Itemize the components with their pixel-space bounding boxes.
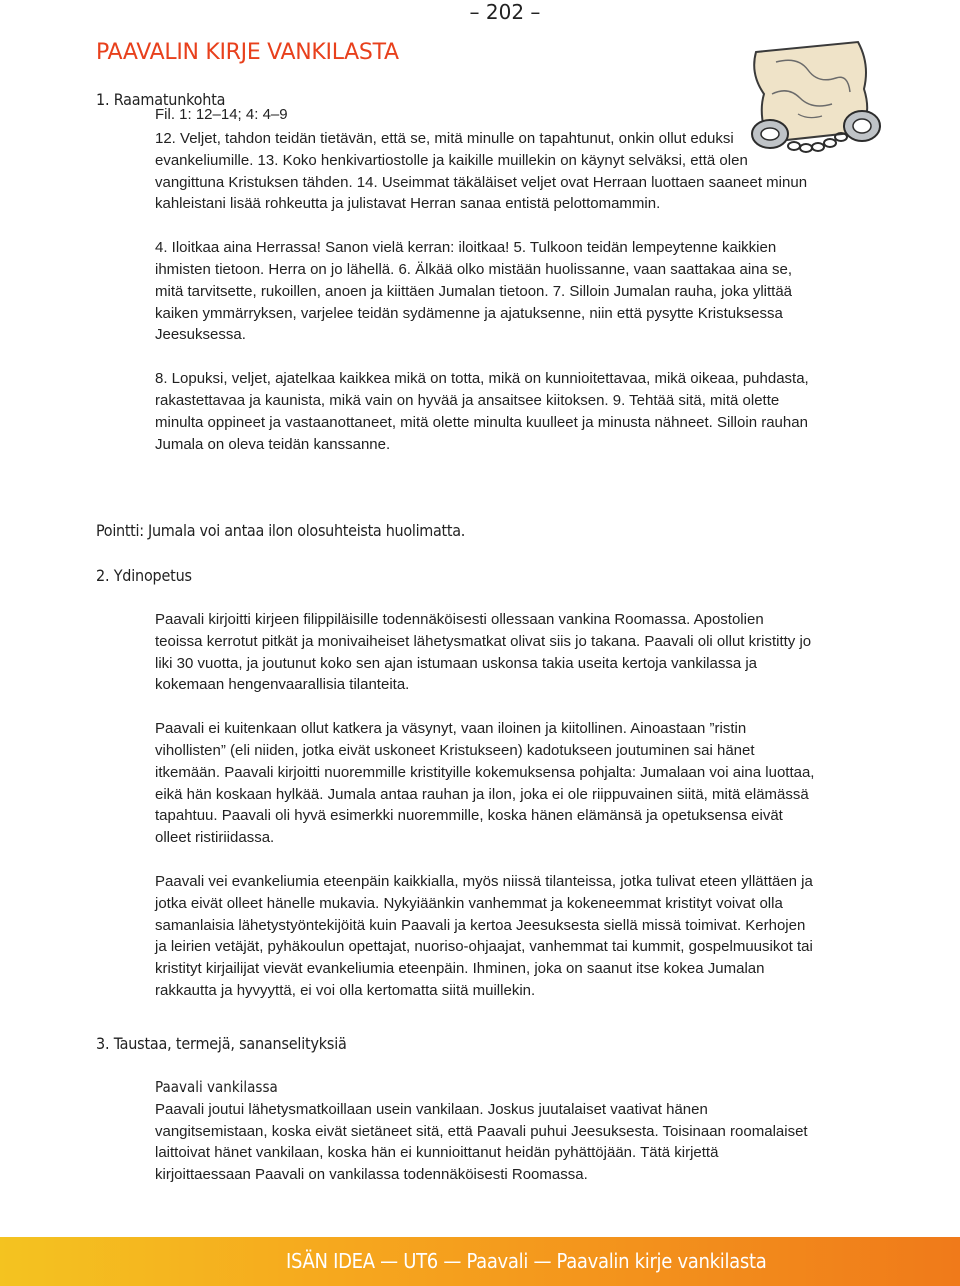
footer-bar [0, 1237, 960, 1286]
point-statement: Pointti: Jumala voi antaa ilon olosuhteista huolimatta. [96, 521, 465, 540]
background-section [155, 1077, 815, 1186]
section-heading-2: 2. Ydinopetus [96, 566, 192, 585]
background-paragraph: Paavali joutui lähetysmatkoillaan usein vankilaan. Joskus juutalaiset vaativat hänen vangitsemistaan, koska eivät sietäneet sitä, että Paavali puhui Jeesuksesta. Toisinaan roomalaiset laittoivat hänet vankilaan, koska hän ei kunnioittanut heidän pyhättöjään. Tätä kirjettä kirjoittaessaan Paavali on vankilassa todennäköisesti Roomassa. [155, 1100, 808, 1184]
section-heading-3: 3. Taustaa, termejä, sananselityksiä [96, 1034, 347, 1053]
core-teaching [155, 609, 815, 1002]
scripture-paragraph: 4. Iloitkaa aina Herrassa! Sanon vielä kerran: iloitkaa! 5. Tulkoon teidän lempeytenne kaikkien ihmisten tietoon. Herra on jo lähellä. 6. Älkää olko mistään huolissanne, vaan saattakaa aina se, mitä tarvitsette, rukoillen, anoen ja kiittäen Jumalan tietoon. 7. Silloin Jumalan rauha, joka ylittää kaiken ymmärryksen, varjelee teidän sydämenne ja ajatuksenne, niin että pysytte Kristuksessa Jeesuksessa. [155, 239, 793, 344]
footer-text: ISÄN IDEA — UT6 — Paavali — Paavalin kirje vankilasta [286, 1249, 767, 1273]
teaching-paragraph: Paavali kirjoitti kirjeen filippiläisille todennäköisesti ollessaan vankina Roomassa. Apostolien teoissa kerrotut pitkät ja monivaiheiset lähetysmatkat olivat siis jo takana. Paavali oli ollut kristitty jo liki 30 vuotta, ja joutunut koko sen ajan istumaan uskonsa takia useita kertoja vankilassa ja kokemaan hengenvaarallisia tilanteita. [155, 611, 812, 694]
scripture-paragraph: 8. Lopuksi, veljet, ajatelkaa kaikkea mikä on totta, mikä on kunnioitettavaa, mikä oikeaa, puhdasta, rakastettavaa ja kaunista, mikä vain on hyvää ja ansaitsee kiitoksen. 9. Tehtää sitä, mitä olette minulta oppineet ja vastaanottaneet, mitä olette minulta kuulleet ja minusta nähneet. Silloin rauhan Jumala on oleva teidän kanssanne. [155, 370, 809, 453]
page-title: PAAVALIN KIRJE VANKILASTA [96, 40, 399, 65]
teaching-paragraph: Paavali vei evankeliumia eteenpäin kaikkialla, myös niissä tilanteissa, jotka tulivat eteen yllättäen ja jotka eivät olleet hänelle mukavia. Nykyiäänkin vanhemmat ja kokeneemmat kristityt voivat olla samanlaisia lähetystyöntekijöitä kuin Paavali ja kertoa Jeesuksesta siellä missä toimivat. Kerhojen ja leirien vetäjät, pyhäkoulun opettajat, nuoriso-ohjaajat, vanhemmat tai kummit, gospelmuusikot tai kristityt kirjailijat vievät evankeliumia eteenpäin. Ihminen, joka on saanut itse kokea Jumalan rakkautta ja hyvyyttä, ei voi olla kertomatta siitä muillekin. [155, 872, 813, 999]
section-heading-1: 1. Raamatunkohta [96, 90, 226, 109]
scripture-paragraph: 12. Veljet, tahdon teidän tietävän, että se, mitä minulle on tapahtunut, onkin ollut eduksi evankeliumille. 13. Koko henkivartiostolle ja kaikille muillekin on käynyt selväksi, että olen vangittuna Kristuksen tähden. 14. Useimmat täkäläiset veljet ovat Herraan luottaen saaneet minun kahleistani lisää rohkeutta ja julistavat Herran sanaa entistä pelottomammin. [155, 130, 808, 213]
bible-reference: Fil. 1: 12–14; 4: 4–9 [155, 106, 288, 123]
teaching-paragraph: Paavali ei kuitenkaan ollut katkera ja väsynyt, vaan iloinen ja kiitollinen. Ainoastaan ”ristin vihollisten” (eli niiden, jotka eivät uskoneet Kristukseen) kadotukseen joutuminen sai hänet itkemään. Paavali kirjoitti nuoremmille kristityille kokemuksensa pohjalta: Jumalaan voi aina luottaa, eikä hän koskaan hylkää. Jumala antaa rauhan ja ilon, joka ei ole riippuvainen siitä, mitä elämässä tapahtuu. Paavali oli hyvä esimerkki nuoremmille, koska hänen elämänsä ja opetuksensa eivät olleet ristiriidassa. [155, 720, 815, 847]
subheading: Paavali vankilassa [155, 1078, 278, 1096]
page-number: – 202 – [469, 0, 541, 24]
scripture-text [155, 128, 815, 455]
